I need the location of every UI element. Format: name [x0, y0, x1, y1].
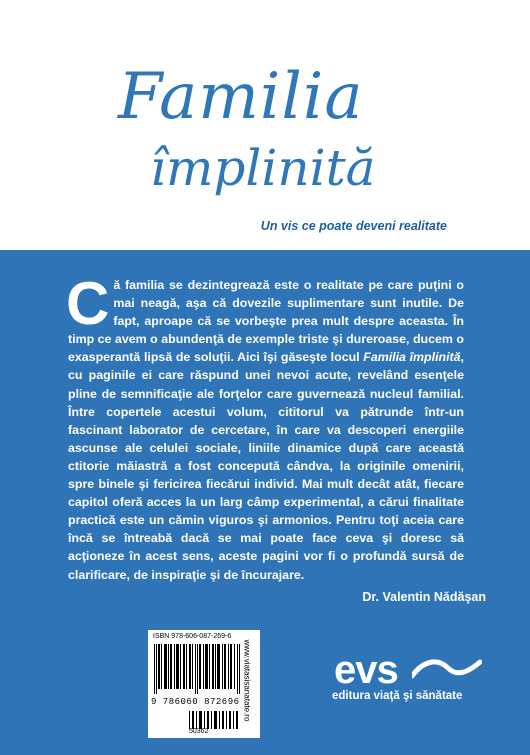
book-title-line1: Familia [118, 60, 364, 134]
isbn-text: ISBN 978-606-087-269-6 [153, 633, 232, 640]
barcode-digits: 9 786060 872696 [151, 697, 240, 707]
barcode-bars-icon [154, 644, 240, 694]
author-name: Dr. Valentin Nădăşan [362, 590, 486, 604]
drop-cap: C [66, 270, 110, 337]
publisher-name: editura viaţă şi sănătate [332, 690, 463, 702]
book-subtitle: Un vis ce poate deveni realitate [260, 219, 447, 233]
evs-logo-text: evs [334, 648, 398, 692]
blurb-book-reference: Familia împlinită [363, 350, 461, 365]
blurb-part1: ă familia se dezintegrează este o realitate pe care puţini o mai neagă, aşa că dovezile suplimentare sunt inutile. De fapt, aproape că se vorbeşte prea mult despre aceasta. În timp ce avem o abundenţă de exemple triste şi dureroase, ducem o exasperantă lipsă de soluţii. Aici îşi găseşte locul [68, 278, 464, 365]
publisher-logo [330, 650, 490, 710]
price-code: 50362 [189, 728, 209, 735]
blurb-text [66, 270, 464, 584]
isbn-barcode [148, 630, 260, 738]
website-vertical [239, 631, 255, 737]
website-text: www.viatasisanatate.ro [242, 639, 252, 722]
header-area [0, 0, 530, 250]
blurb-part2: , cu paginile ei care răspund unei nevoi acute, revelând esenţele pline de semnificaţie ale forţelor care guvernează nucleul familial. Între copertele acestui volum, cititorul va pătrunde într-un fascinant laborator de cercetare, în care va descoperi energiile ascunse ale celulei sociale, liniile dinamice după care această ctitorie măiastră a fost concepută cândva, la originile omenirii, spre binele şi fericirea fiecărui individ. Mai mult decât atât, fiecare capitol oferă acces la un larg câmp experimental, a cărui finalitate practică este un cămin viguros şi armonios. Pentru toţi aceia care încă se întreabă dacă se mai poate face ceva şi doresc să acţioneze în acest sens, aceste pagini vor fi o profundă sursă de clarificare, de inspiraţie şi de încurajare. [68, 350, 464, 582]
swoosh-icon [412, 656, 482, 682]
addon-barcode-icon [189, 711, 239, 729]
book-title-line2: împlinită [150, 139, 376, 197]
